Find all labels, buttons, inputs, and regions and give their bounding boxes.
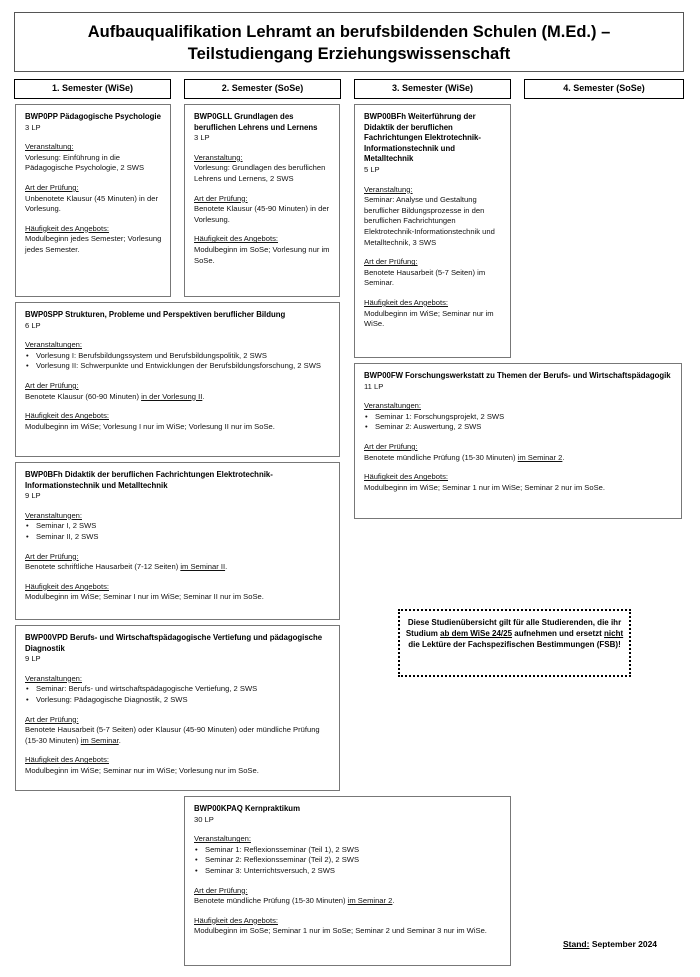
veranstaltungen-label: Veranstaltungen: [194,834,251,844]
pruefung-text: Benotete Klausur (45-90 Minuten) in der Vorlesung. [194,204,330,224]
angebot-text: Modulbeginn im WiSe; Seminar nur im WiSe; Vorlesung nur im SoSe. [25,765,259,775]
list-item: • Seminar 3: Unterrichtsversuch, 2 SWS [194,866,502,877]
module-title: BWP00KPAQ Kernpraktikum [194,804,301,813]
angebot-text: Modulbeginn im WiSe; Seminar 1 nur im WiSe; Seminar 2 nur im SoSe. [364,482,605,492]
module-title: BWP00BFh Weiterführung der Didaktik der beruflichen Fachrichtungen Elektrotechnik-Informationstechnik und Metalltechnik [364,112,481,164]
veranstaltungen-list [25,521,331,542]
pruefung-text [25,562,331,573]
pruefung-end: . [392,896,395,906]
angebot-text: Modulbeginn im SoSe; Seminar 1 nur im SoSe; Seminar 2 und Seminar 3 nur im WiSe. [194,926,487,936]
veranstaltungen-label: Veranstaltungen: [364,401,421,411]
veranstaltung-text: Seminar: Analyse und Gestaltung beruflicher Bildungsprozesse in den beruflichen Fachrichtungen Elektrotechnik-Informationstechnik und Metalltechnik, 3 SWS [364,195,495,247]
veranstaltungen-label: Veranstaltungen: [25,510,82,520]
module-bwp00bfh [354,104,511,358]
pruefung-text: Benotete Hausarbeit (5-7 Seiten) im Seminar. [364,267,486,288]
list-item: • Seminar: Berufs- und wirtschaftspädagogische Vertiefung, 2 SWS [25,684,331,695]
angebot-label: Häufigkeit des Angebots: [364,297,449,307]
pruefung-text-main: Benotete mündliche Prüfung (15-30 Minuten) [364,452,518,462]
semester-header-4: 4. Semester (SoSe) [524,79,684,99]
module-title: BWP00VPD Berufs- und Wirtschaftspädagogische Vertiefung und pädagogische Diagnostik [25,633,323,653]
pruefung-label: Art der Prüfung: [25,551,79,561]
notice-emphasis: nicht [604,629,624,638]
angebot-label: Häufigkeit des Angebots: [25,223,110,233]
notice-text-1: Diese Studienübersicht gilt für alle Studierenden, die ihr Studium [405,618,622,638]
module-bwp00fw [354,363,682,519]
module-credits: 9 LP [25,654,41,664]
veranstaltung-label: Veranstaltung: [194,152,243,162]
module-title: BWP0SPP Strukturen, Probleme und Perspektiven beruflicher Bildung [25,310,286,319]
module-title: BWP0BFh Didaktik der beruflichen Fachrichtungen Elektrotechnik-Informationstechnik und Metalltechnik [25,470,273,490]
document-title-line2: Teilstudiengang Erziehungswissenschaft [187,45,511,63]
angebot-label: Häufigkeit des Angebots: [364,472,449,482]
angebot-text: Modulbeginn jedes Semester; Vorlesung jedes Semester. [25,234,162,254]
date-value: September 2024 [589,939,658,949]
list-item: • Vorlesung: Pädagogische Diagnostik, 2 SWS [25,695,331,706]
notice-text-2: aufnehmen und ersetzt [512,629,605,638]
module-bwp0spp [15,302,340,457]
module-bwp0pp [15,104,171,297]
notice-text-3: die Lektüre der Fachspezifischen Bestimmungen (FSB)! [408,640,621,649]
module-credits: 11 LP [364,381,384,391]
document-date [563,939,657,949]
veranstaltung-text: Vorlesung: Grundlagen des beruflichen Lehrens und Lernens, 2 SWS [194,163,326,183]
module-credits: 9 LP [25,491,41,501]
module-bwp0gll [184,104,340,297]
veranstaltung-label: Veranstaltung: [364,184,413,194]
semester-header-3: 3. Semester (WiSe) [354,79,511,99]
pruefung-end: . [562,452,565,462]
pruefung-text: Unbenotete Klausur (45 Minuten) in der Vorlesung. [25,193,158,214]
pruefung-location: im Seminar II [180,562,226,572]
pruefung-end: . [118,735,121,745]
module-credits: 30 LP [194,814,214,824]
list-item: • Seminar 1: Forschungsprojekt, 2 SWS [364,412,673,423]
angebot-label: Häufigkeit des Angebots: [25,581,110,591]
angebot-text: Modulbeginn im WiSe; Seminar nur im WiSe. [364,308,494,329]
pruefung-location: im Seminar [80,735,119,745]
angebot-text: Modulbeginn im WiSe; Seminar I nur im WiSe; Seminar II nur im SoSe. [25,592,264,602]
validity-notice [398,609,631,677]
veranstaltungen-list [194,845,502,877]
pruefung-text [25,725,331,746]
angebot-label: Häufigkeit des Angebots: [25,411,110,421]
module-title: BWP0PP Pädagogische Psychologie [25,112,161,121]
list-item: • Vorlesung I: Berufsbildungssystem und Berufsbildungspolitik, 2 SWS [25,351,331,362]
list-item: • Seminar 2: Reflexionsseminar (Teil 2), 2 SWS [194,855,502,866]
veranstaltungen-list [25,351,331,372]
module-credits: 6 LP [25,320,41,330]
veranstaltungen-label: Veranstaltungen: [25,340,82,350]
pruefung-location: im Seminar 2 [347,896,393,906]
pruefung-text-main: Benotete Klausur (60-90 Minuten) [25,391,142,401]
pruefung-label: Art der Prüfung: [25,380,79,390]
veranstaltung-label: Veranstaltung: [25,142,74,152]
veranstaltung-text: Vorlesung: Einführung in die Pädagogische Psychologie, 2 SWS [25,152,145,173]
veranstaltungen-list [364,412,673,433]
module-bwp0bfh [15,462,340,620]
list-item: • Seminar 2: Auswertung, 2 SWS [364,422,673,433]
document-title-line1: Aufbauqualifikation Lehramt an berufsbildenden Schulen (M.Ed.) – [87,23,611,41]
pruefung-location: im Seminar 2 [517,452,563,462]
module-title: BWP00FW Forschungswerkstatt zu Themen der Berufs- und Wirtschaftspädagogik [364,371,671,380]
semester-header-2: 2. Semester (SoSe) [184,79,341,99]
list-item: • Seminar I, 2 SWS [25,521,331,532]
list-item: • Vorlesung II: Schwerpunkte und Entwicklungen der Berufsbildungsforschung, 2 SWS [25,361,331,372]
module-credits: 3 LP [194,133,210,143]
module-title: BWP0GLL Grundlagen des beruflichen Lehrens und Lernens [194,112,318,132]
semester-header-1: 1. Semester (WiSe) [14,79,171,99]
pruefung-label: Art der Prüfung: [364,441,418,451]
angebot-label: Häufigkeit des Angebots: [194,234,279,244]
pruefung-text [364,453,673,464]
veranstaltungen-label: Veranstaltungen: [25,673,82,683]
notice-semester: ab dem WiSe 24/25 [440,629,513,638]
module-credits: 5 LP [364,164,380,174]
document-title-box [14,12,684,72]
pruefung-text-main: Benotete Hausarbeit (5-7 Seiten) oder Klausur (45-90 Minuten) oder mündliche Prüfung (15-30 Minuten) [25,725,320,745]
pruefung-text-main: Benotete schriftliche Hausarbeit (7-12 Seiten) [25,562,181,572]
pruefung-label: Art der Prüfung: [25,714,79,724]
list-item: • Seminar 1: Reflexionsseminar (Teil 1), 2 SWS [194,845,502,856]
angebot-text: Modulbeginn im WiSe; Vorlesung I nur im WiSe; Vorlesung II nur im SoSe. [25,421,275,431]
pruefung-label: Art der Prüfung: [25,182,79,192]
angebot-text: Modulbeginn im SoSe; Vorlesung nur im SoSe. [194,244,330,265]
angebot-label: Häufigkeit des Angebots: [25,755,110,765]
module-bwp00vpd [15,625,340,791]
pruefung-label: Art der Prüfung: [364,257,418,267]
module-bwp00kpaq [184,796,511,966]
pruefung-text [25,392,331,403]
module-credits: 3 LP [25,122,41,132]
veranstaltungen-list [25,684,331,705]
list-item: • Seminar II, 2 SWS [25,532,331,543]
angebot-label: Häufigkeit des Angebots: [194,915,279,925]
pruefung-text-main: Benotete mündliche Prüfung (15-30 Minuten) [194,896,348,906]
pruefung-label: Art der Prüfung: [194,885,248,895]
pruefung-end: . [202,391,205,401]
pruefung-label: Art der Prüfung: [194,193,248,203]
pruefung-text [194,896,502,907]
pruefung-end: . [225,562,228,572]
date-label: Stand: [563,939,590,949]
pruefung-location: in der Vorlesung II [141,391,203,401]
